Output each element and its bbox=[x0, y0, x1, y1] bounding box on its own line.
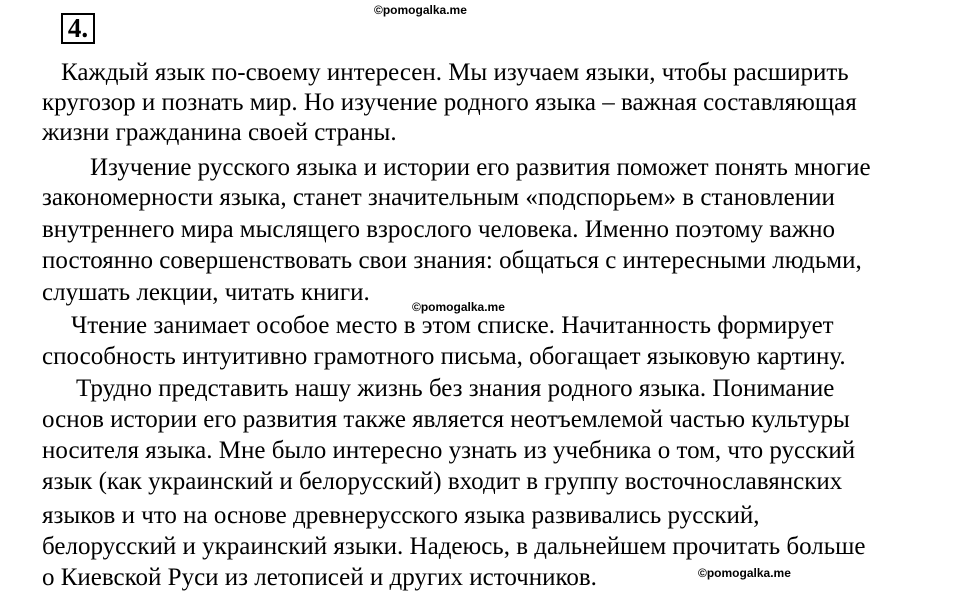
task-number-box: 4. bbox=[61, 13, 95, 44]
text-line: Изучение русского языка и истории его развития поможет понять многие bbox=[90, 154, 871, 181]
text-line: Чтение занимает особое место в этом списке. Начитанность формирует bbox=[71, 312, 834, 339]
watermark-top: ©pomogalka.me bbox=[374, 3, 467, 17]
text-line: белорусский и украинский языки. Надеюсь, в дальнейшем прочитать больше bbox=[42, 533, 866, 560]
text-line: язык (как украинский и белорусский) входит в группу восточнославянских bbox=[42, 468, 843, 495]
text-line: закономерности языка, станет значительным «подспорьем» в становлении bbox=[42, 184, 835, 211]
text-line: внутреннего мира мыслящего взрослого человека. Именно поэтому важно bbox=[42, 216, 836, 243]
text-line: способность интуитивно грамотного письма, обогащает языковую картину. bbox=[42, 343, 846, 370]
text-line: носителя языка. Мне было интересно узнать из учебника о том, что русский bbox=[42, 437, 856, 464]
text-line: жизни гражданина своей страны. bbox=[42, 119, 397, 146]
text-line: о Киевской Руси из летописей и других источников. bbox=[42, 564, 597, 591]
text-line: слушать лекции, читать книги. bbox=[42, 279, 370, 306]
watermark-bottom: ©pomogalka.me bbox=[698, 566, 791, 580]
text-line: постоянно совершенствовать свои знания: общаться с интересными людьми, bbox=[42, 247, 862, 274]
text-line: языков и что на основе древнерусского языка развивались русский, bbox=[42, 502, 760, 529]
text-line: кругозор и познать мир. Но изучение родного языка – важная составляющая bbox=[42, 89, 857, 116]
text-line: Трудно представить нашу жизнь без знания родного языка. Понимание bbox=[76, 375, 835, 402]
watermark-middle: ©pomogalka.me bbox=[412, 300, 505, 314]
text-line: основ истории его развития также является неотъемлемой частью культуры bbox=[42, 406, 850, 433]
text-line: Каждый язык по-своему интересен. Мы изучаем языки, чтобы расширить bbox=[61, 59, 849, 86]
